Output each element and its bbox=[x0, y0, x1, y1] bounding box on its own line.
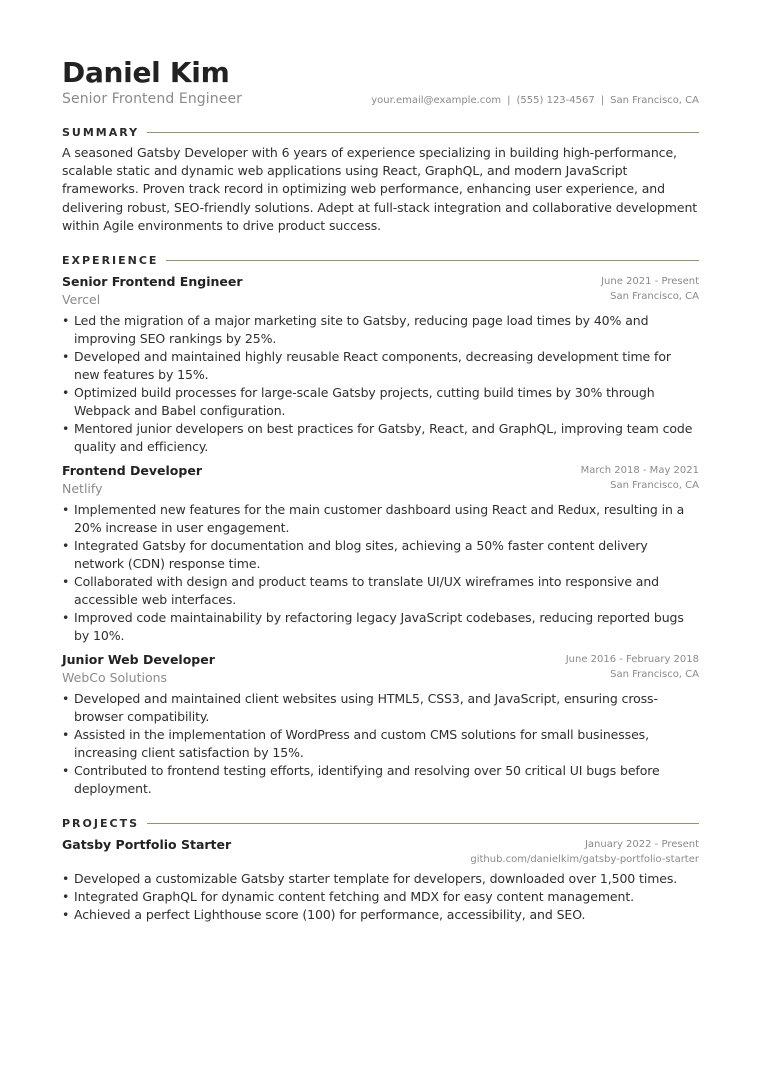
job-heading bbox=[62, 462, 202, 498]
job-header bbox=[62, 651, 699, 687]
project-link[interactable]: github.com/danielkim/gatsby-portfolio-starter bbox=[470, 854, 699, 866]
bullet-item: • Integrated GraphQL for dynamic content fetching and MDX for easy content management. bbox=[62, 888, 699, 906]
contact-info bbox=[371, 95, 699, 106]
section-divider bbox=[166, 260, 699, 261]
bullet-item: • Assisted in the implementation of WordPress and custom CMS solutions for small businesses, increasing client satisfaction by 15%. bbox=[62, 726, 699, 762]
contact-phone[interactable]: (555) 123-4567 bbox=[516, 95, 595, 106]
job-dates: June 2021 - Present bbox=[601, 276, 699, 288]
project-dates: January 2022 - Present bbox=[584, 839, 699, 851]
bullet-item: • Optimized build processes for large-scale Gatsby projects, cutting build times by 30% through Webpack and Babel configuration. bbox=[62, 384, 699, 420]
job-entry bbox=[62, 273, 699, 456]
job-dates: June 2016 - February 2018 bbox=[565, 654, 699, 666]
section-header bbox=[62, 254, 699, 267]
job-entry bbox=[62, 462, 699, 645]
job-heading bbox=[62, 273, 243, 309]
project-meta bbox=[470, 836, 699, 867]
job-bullets bbox=[62, 690, 699, 798]
candidate-role: Senior Frontend Engineer bbox=[62, 91, 243, 107]
bullet-item: • Developed and maintained highly reusable React components, decreasing development time for new features by 15%. bbox=[62, 348, 699, 384]
job-bullets bbox=[62, 312, 699, 456]
projects-section bbox=[62, 817, 699, 924]
contact-separator: | bbox=[507, 95, 511, 106]
bullet-item: • Improved code maintainability by refactoring legacy JavaScript codebases, reducing reported bugs by 10%. bbox=[62, 609, 699, 645]
bullet-item: • Contributed to frontend testing efforts, identifying and resolving over 50 critical UI bugs before deployment. bbox=[62, 762, 699, 798]
bullet-item: • Collaborated with design and product teams to translate UI/UX wireframes into responsive and accessible web interfaces. bbox=[62, 573, 699, 609]
project-header bbox=[62, 836, 699, 867]
job-company: Netlify bbox=[62, 481, 103, 497]
summary-text: A seasoned Gatsby Developer with 6 years of experience specializing in building high-performance, scalable static and dynamic web applications using React, GraphQL, and modern JavaScript frameworks. Proven track record in optimizing web performance, enhancing user experience, and delivering robust, SEO-friendly solutions. Adept at full-stack integration and collaborative development within Agile environments to drive product success. bbox=[62, 145, 698, 233]
job-heading bbox=[62, 651, 215, 687]
section-divider bbox=[147, 823, 699, 824]
bullet-item: • Developed a customizable Gatsby starter template for developers, downloaded over 1,500 times. bbox=[62, 870, 699, 888]
job-bullets bbox=[62, 501, 699, 645]
bullet-item: • Mentored junior developers on best practices for Gatsby, React, and GraphQL, improving team code quality and efficiency. bbox=[62, 420, 699, 456]
job-title: Senior Frontend Engineer bbox=[62, 274, 243, 290]
bullet-item: • Developed and maintained client websites using HTML5, CSS3, and JavaScript, ensuring cross-browser compatibility. bbox=[62, 690, 699, 726]
bullet-item: • Implemented new features for the main customer dashboard using React and Redux, resulting in a 20% increase in user engagement. bbox=[62, 501, 699, 537]
job-location: San Francisco, CA bbox=[610, 669, 699, 681]
contact-location: San Francisco, CA bbox=[610, 95, 699, 106]
contact-separator: | bbox=[600, 95, 605, 106]
job-company: Vercel bbox=[62, 292, 101, 308]
section-title-projects: PROJECTS bbox=[62, 817, 139, 831]
section-divider bbox=[147, 132, 699, 133]
project-bullets bbox=[62, 870, 699, 924]
job-location: San Francisco, CA bbox=[610, 480, 699, 492]
section-title-experience: EXPERIENCE bbox=[62, 254, 159, 268]
job-dates: March 2018 - May 2021 bbox=[580, 465, 699, 477]
candidate-name: Daniel Kim bbox=[62, 56, 230, 89]
section-header bbox=[62, 817, 699, 830]
resume-header bbox=[62, 0, 699, 107]
summary-section bbox=[62, 126, 699, 235]
header-subline bbox=[62, 91, 699, 107]
bullet-item: • Achieved a perfect Lighthouse score (100) for performance, accessibility, and SEO. bbox=[62, 906, 699, 924]
job-title: Frontend Developer bbox=[62, 463, 202, 479]
job-title: Junior Web Developer bbox=[62, 652, 215, 668]
job-entry bbox=[62, 651, 699, 798]
project-title: Gatsby Portfolio Starter bbox=[62, 837, 232, 853]
contact-email[interactable]: your.email@example.com bbox=[371, 95, 502, 106]
job-company: WebCo Solutions bbox=[62, 670, 168, 686]
job-meta bbox=[566, 651, 699, 682]
job-meta bbox=[581, 462, 699, 493]
job-meta bbox=[601, 273, 699, 304]
job-header bbox=[62, 273, 699, 309]
experience-section bbox=[62, 254, 699, 798]
bullet-item: • Integrated Gatsby for documentation and blog sites, achieving a 50% faster content delivery network (CDN) response time. bbox=[62, 537, 699, 573]
job-location: San Francisco, CA bbox=[610, 291, 699, 303]
bullet-item: • Led the migration of a major marketing site to Gatsby, reducing page load times by 40% and improving SEO rankings by 25%. bbox=[62, 312, 699, 348]
section-title-summary: SUMMARY bbox=[62, 126, 140, 139]
job-header bbox=[62, 462, 699, 498]
project-entry bbox=[62, 836, 699, 924]
section-header bbox=[62, 126, 699, 139]
